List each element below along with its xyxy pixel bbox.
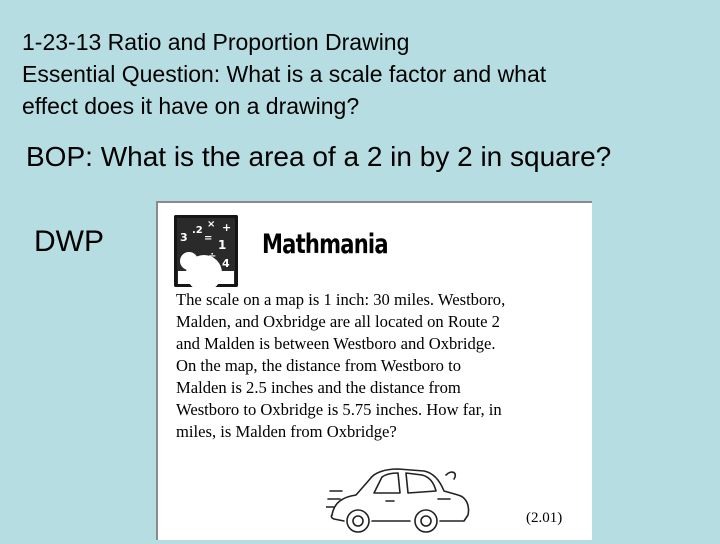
header-title: 1-23-13 Ratio and Proportion Drawing <box>22 29 410 55</box>
problem-line: Malden is 2.5 inches and the distance from <box>176 378 461 397</box>
svg-text:.2: .2 <box>192 225 203 236</box>
problem-line: and Malden is between Westboro and Oxbridge. <box>176 334 496 353</box>
svg-text:3: 3 <box>180 231 188 244</box>
problem-line: On the map, the distance from Westboro to <box>176 356 461 375</box>
problem-line: miles, is Malden from Oxbridge? <box>176 422 397 441</box>
math-symbols-logo-icon <box>174 215 238 287</box>
dwp-label: DWP <box>34 225 104 258</box>
essential-question-line-1: Essential Question: What is a scale factor and what <box>22 61 547 87</box>
problem-text <box>176 289 586 443</box>
svg-text:÷: ÷ <box>208 251 217 262</box>
slide-header <box>22 26 712 122</box>
problem-line: Westboro to Oxbridge is 5.75 inches. How far, in <box>176 400 502 419</box>
problem-line: Malden, and Oxbridge are all located on Route 2 <box>176 312 500 331</box>
svg-text:4: 4 <box>222 257 230 270</box>
essential-question-line-2: effect does it have on a drawing? <box>22 93 360 119</box>
svg-text:+: + <box>222 221 232 234</box>
problem-line: The scale on a map is 1 inch: 30 miles. Westboro, <box>176 290 506 309</box>
bop-question: BOP: What is the area of a 2 in by 2 in square? <box>26 141 612 172</box>
card-title: Mathmania <box>262 229 388 260</box>
problem-reference: (2.01) <box>526 510 563 526</box>
car-illustration-icon <box>326 455 476 544</box>
svg-text:×: × <box>207 219 216 230</box>
svg-text:=: = <box>204 233 213 244</box>
svg-text:1: 1 <box>218 238 227 252</box>
mathmania-card <box>156 201 592 540</box>
